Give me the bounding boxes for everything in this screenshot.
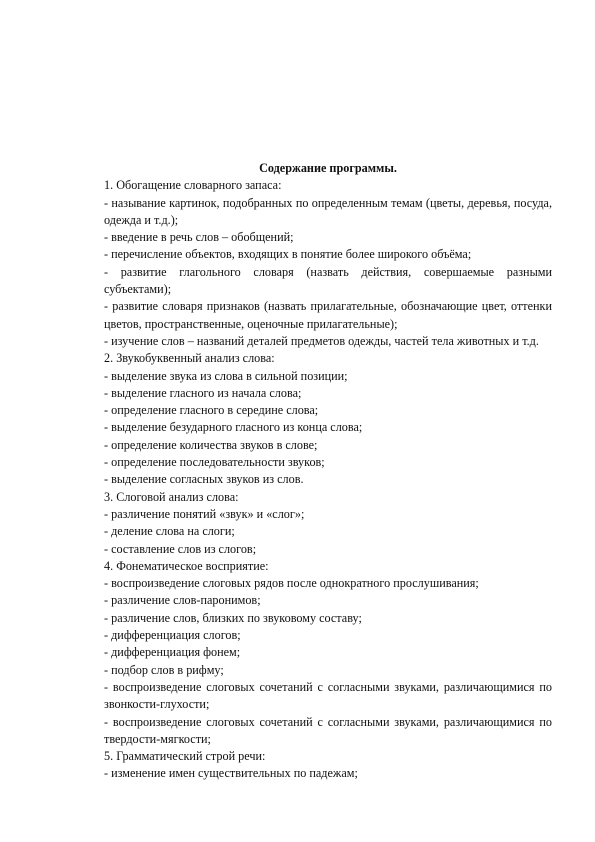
list-item: - выделение согласных звуков из слов. — [104, 472, 304, 487]
list-item: - определение последовательности звуков; — [104, 455, 325, 470]
list-item: - деление слова на слоги; — [104, 524, 235, 539]
list-item: - введение в речь слов – обобщений; — [104, 230, 294, 245]
section-heading-sound-letter-analysis: 2. Звукобуквенный анализ слова: — [104, 351, 275, 366]
section-heading-syllable-analysis: 3. Слоговой анализ слова: — [104, 489, 239, 504]
document-title: Содержание программы. — [259, 161, 397, 175]
list-item: - различение понятий «звук» и «слог»; — [104, 506, 305, 521]
list-item: - перечисление объектов, входящих в понятие более широкого объёма; — [104, 247, 472, 262]
list-item: - развитие словаря признаков (назвать прилагательные, обозначающие цвет, оттенки цветов, пространственные, оценочные прилагательные); — [104, 299, 552, 331]
section-heading-vocabulary: 1. Обогащение словарного запаса: — [104, 178, 282, 193]
section-heading-phonemic-perception: 4. Фонематическое восприятие: — [104, 558, 269, 573]
list-item: - воспроизведение слоговых сочетаний с согласными звуками, различающимися по твердости-мягкости; — [104, 714, 552, 746]
list-item: - подбор слов в рифму; — [104, 662, 224, 677]
list-item: - выделение гласного из начала слова; — [104, 385, 302, 400]
list-item: - составление слов из слогов; — [104, 541, 257, 556]
list-item: - дифференциация слогов; — [104, 628, 241, 643]
section-heading-grammar: 5. Грамматический строй речи: — [104, 749, 266, 764]
list-item: - различение слов, близких по звуковому составу; — [104, 610, 362, 625]
list-item: - изучение слов – названий деталей предметов одежды, частей тела животных и т.д. — [104, 333, 539, 348]
list-item: - определение количества звуков в слове; — [104, 437, 318, 452]
list-item: - воспроизведение слоговых сочетаний с согласными звуками, различающимися по звонкости-глухости; — [104, 679, 552, 712]
list-item: - воспроизведение слоговых рядов после однократного прослушивания; — [104, 576, 479, 591]
list-item: - определение гласного в середине слова; — [104, 403, 319, 418]
list-item: - различение слов-паронимов; — [104, 593, 261, 608]
list-item: - называние картинок, подобранных по определенным темам (цветы, деревья, посуда, одежда и т.д.); — [104, 195, 552, 227]
list-item: - выделение звука из слова в сильной позиции; — [104, 368, 348, 383]
list-item: - изменение имен существительных по падежам; — [104, 766, 358, 781]
list-item: - выделение безударного гласного из конца слова; — [104, 420, 363, 435]
list-item: - дифференциация фонем; — [104, 645, 241, 660]
document-body — [104, 160, 552, 783]
list-item: - развитие глагольного словаря (назвать действия, совершаемые разными субъектами); — [104, 264, 552, 297]
